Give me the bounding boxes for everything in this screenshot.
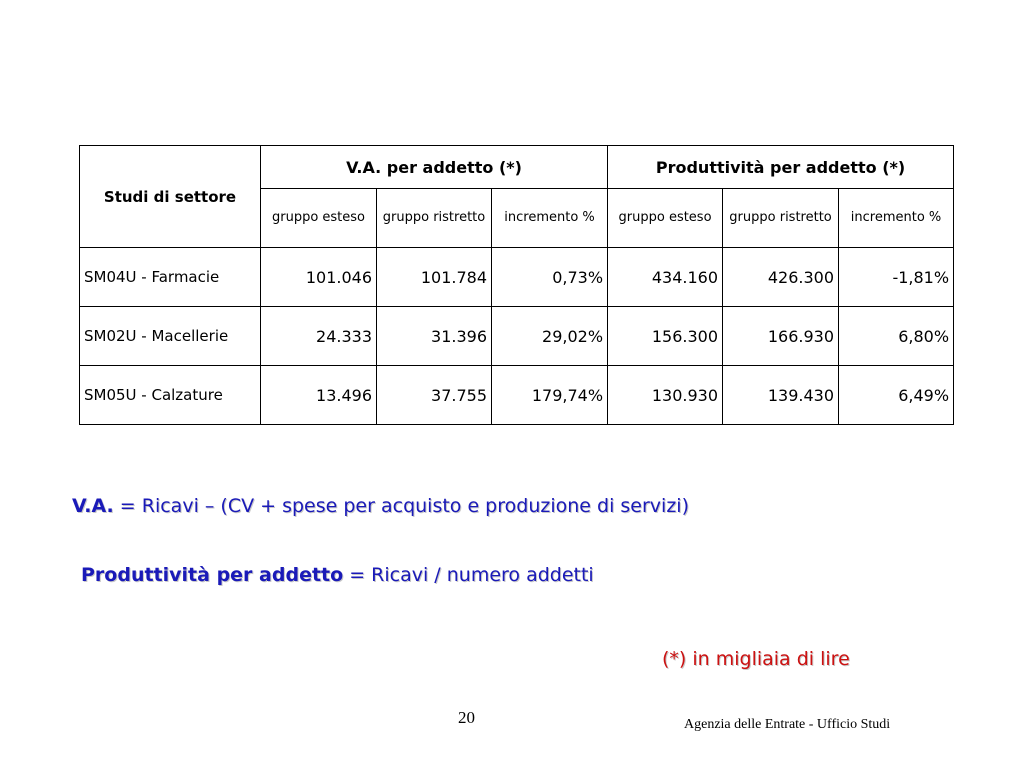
table-cell: 37.755 (377, 366, 492, 425)
produttivita-definition (81, 564, 594, 586)
subheader: gruppo ristretto (377, 189, 492, 248)
currency-note: (*) in migliaia di lire (662, 648, 850, 670)
subheader: gruppo esteso (261, 189, 377, 248)
produttivita-formula: = Ricavi / numero addetti (343, 564, 594, 586)
table-cell: 156.300 (608, 307, 723, 366)
table-cell: 101.046 (261, 248, 377, 307)
subheader: gruppo ristretto (723, 189, 839, 248)
table-cell: 6,80% (839, 307, 954, 366)
subheader: gruppo esteso (608, 189, 723, 248)
row-label: SM02U - Macellerie (80, 307, 261, 366)
subheader: incremento % (492, 189, 608, 248)
produttivita-per-addetto-header: Produttività per addetto (*) (608, 146, 954, 189)
table-cell: 31.396 (377, 307, 492, 366)
row-label: SM04U - Farmacie (80, 248, 261, 307)
table-cell: 130.930 (608, 366, 723, 425)
table-row (80, 248, 954, 307)
table-cell: 13.496 (261, 366, 377, 425)
table-cell: 166.930 (723, 307, 839, 366)
table-cell: 29,02% (492, 307, 608, 366)
table-cell: 6,49% (839, 366, 954, 425)
subheader: incremento % (839, 189, 954, 248)
table-row (80, 307, 954, 366)
table-row (80, 366, 954, 425)
table-cell: 426.300 (723, 248, 839, 307)
produttivita-term: Produttività per addetto (81, 564, 344, 586)
va-term: V.A. (72, 495, 114, 517)
table-cell: -1,81% (839, 248, 954, 307)
va-per-addetto-header: V.A. per addetto (*) (261, 146, 608, 189)
table-cell: 101.784 (377, 248, 492, 307)
table-cell: 434.160 (608, 248, 723, 307)
settori-table (79, 145, 954, 425)
table-cell: 139.430 (723, 366, 839, 425)
va-formula: = Ricavi – (CV + spese per acquisto e produzione di servizi) (113, 495, 689, 517)
table-cell: 179,74% (492, 366, 608, 425)
table-cell: 0,73% (492, 248, 608, 307)
footer-text: Agenzia delle Entrate - Ufficio Studi (684, 717, 891, 732)
table-cell: 24.333 (261, 307, 377, 366)
studi-di-settore-header: Studi di settore (80, 146, 261, 248)
page-number: 20 (458, 708, 475, 727)
va-definition (72, 495, 689, 517)
row-label: SM05U - Calzature (80, 366, 261, 425)
